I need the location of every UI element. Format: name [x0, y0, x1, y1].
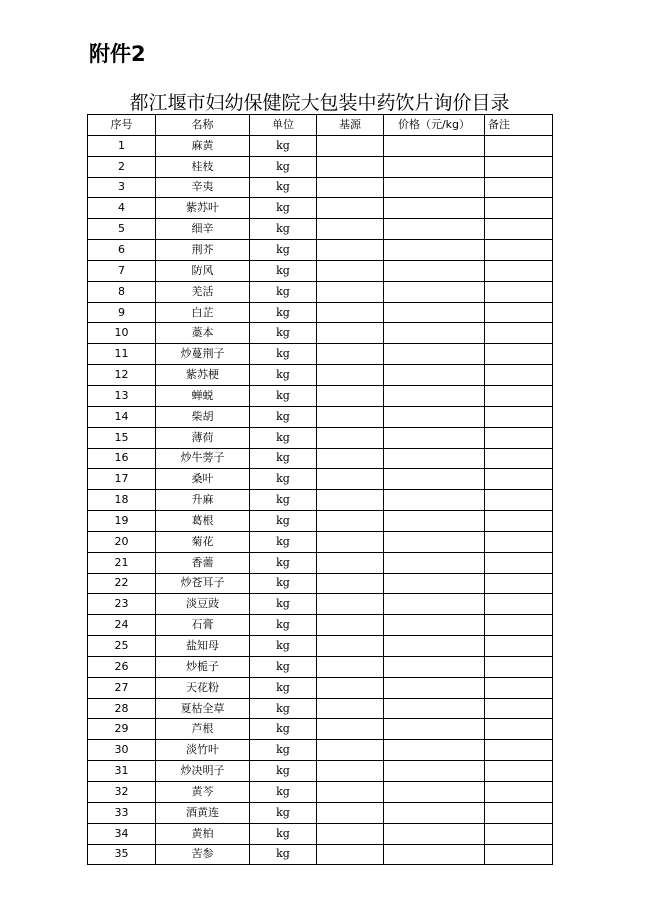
row-name-cell: 辛夷 [156, 177, 250, 198]
table-row [88, 469, 553, 490]
row-remark-cell [485, 782, 553, 803]
row-remark-cell [485, 656, 553, 677]
row-origin-cell [317, 782, 384, 803]
row-price-cell [384, 469, 485, 490]
row-origin-cell [317, 281, 384, 302]
row-unit-cell: kg [250, 698, 317, 719]
row-name-cell: 防风 [156, 260, 250, 281]
row-origin-cell [317, 511, 384, 532]
row-remark-cell [485, 823, 553, 844]
table-row [88, 323, 553, 344]
row-remark-cell [485, 365, 553, 386]
row-price-cell [384, 427, 485, 448]
row-name-cell: 炒决明子 [156, 761, 250, 782]
row-index-cell: 9 [88, 302, 156, 323]
row-remark-cell [485, 531, 553, 552]
row-unit-cell: kg [250, 219, 317, 240]
row-unit-cell: kg [250, 135, 317, 156]
row-origin-cell [317, 740, 384, 761]
row-unit-cell: kg [250, 469, 317, 490]
table-row [88, 740, 553, 761]
row-price-cell [384, 177, 485, 198]
table-row [88, 782, 553, 803]
row-index-cell: 2 [88, 156, 156, 177]
row-origin-cell [317, 719, 384, 740]
row-unit-cell: kg [250, 552, 317, 573]
row-name-cell: 盐知母 [156, 636, 250, 657]
table-row [88, 823, 553, 844]
row-origin-cell [317, 302, 384, 323]
table-row [88, 198, 553, 219]
row-price-cell [384, 782, 485, 803]
row-price-cell [384, 802, 485, 823]
row-remark-cell [485, 323, 553, 344]
row-name-cell: 羌活 [156, 281, 250, 302]
row-name-cell: 藁本 [156, 323, 250, 344]
row-unit-cell: kg [250, 844, 317, 865]
row-index-cell: 18 [88, 490, 156, 511]
row-unit-cell: kg [250, 344, 317, 365]
row-unit-cell: kg [250, 782, 317, 803]
table-row [88, 719, 553, 740]
row-index-cell: 35 [88, 844, 156, 865]
row-name-cell: 炒栀子 [156, 656, 250, 677]
row-remark-cell [485, 802, 553, 823]
row-remark-cell [485, 740, 553, 761]
table-row [88, 490, 553, 511]
row-price-cell [384, 281, 485, 302]
row-unit-cell: kg [250, 490, 317, 511]
row-origin-cell [317, 219, 384, 240]
row-origin-cell [317, 385, 384, 406]
row-price-cell [384, 719, 485, 740]
row-remark-cell [485, 177, 553, 198]
row-unit-cell: kg [250, 677, 317, 698]
row-name-cell: 夏枯全草 [156, 698, 250, 719]
row-origin-cell [317, 427, 384, 448]
row-index-cell: 15 [88, 427, 156, 448]
row-name-cell: 香薷 [156, 552, 250, 573]
row-index-cell: 17 [88, 469, 156, 490]
header-unit: 单位 [250, 115, 317, 136]
row-origin-cell [317, 448, 384, 469]
table-row [88, 531, 553, 552]
row-unit-cell: kg [250, 448, 317, 469]
row-index-cell: 12 [88, 365, 156, 386]
row-price-cell [384, 677, 485, 698]
row-price-cell [384, 844, 485, 865]
row-remark-cell [485, 219, 553, 240]
row-remark-cell [485, 448, 553, 469]
row-remark-cell [485, 344, 553, 365]
table-row [88, 656, 553, 677]
table-row [88, 177, 553, 198]
row-index-cell: 8 [88, 281, 156, 302]
row-price-cell [384, 302, 485, 323]
row-origin-cell [317, 677, 384, 698]
row-index-cell: 1 [88, 135, 156, 156]
table-row [88, 761, 553, 782]
table-row [88, 135, 553, 156]
row-index-cell: 20 [88, 531, 156, 552]
row-origin-cell [317, 698, 384, 719]
row-origin-cell [317, 260, 384, 281]
row-price-cell [384, 594, 485, 615]
row-price-cell [384, 761, 485, 782]
row-index-cell: 34 [88, 823, 156, 844]
row-index-cell: 32 [88, 782, 156, 803]
table-row [88, 260, 553, 281]
row-name-cell: 细辛 [156, 219, 250, 240]
row-origin-cell [317, 552, 384, 573]
table-row [88, 427, 553, 448]
row-origin-cell [317, 323, 384, 344]
row-price-cell [384, 385, 485, 406]
row-remark-cell [485, 156, 553, 177]
table-body [88, 135, 553, 865]
row-origin-cell [317, 406, 384, 427]
row-remark-cell [485, 198, 553, 219]
row-index-cell: 29 [88, 719, 156, 740]
table-row [88, 636, 553, 657]
row-name-cell: 淡豆豉 [156, 594, 250, 615]
row-name-cell: 荆芥 [156, 240, 250, 261]
table-header-row [88, 115, 553, 136]
row-unit-cell: kg [250, 240, 317, 261]
row-price-cell [384, 135, 485, 156]
table-row [88, 240, 553, 261]
attachment-label: 附件2 [89, 42, 146, 66]
table-row [88, 844, 553, 865]
row-origin-cell [317, 156, 384, 177]
row-price-cell [384, 219, 485, 240]
row-price-cell [384, 365, 485, 386]
row-index-cell: 23 [88, 594, 156, 615]
row-unit-cell: kg [250, 177, 317, 198]
row-remark-cell [485, 698, 553, 719]
row-origin-cell [317, 531, 384, 552]
row-index-cell: 21 [88, 552, 156, 573]
row-unit-cell: kg [250, 281, 317, 302]
row-name-cell: 炒苍耳子 [156, 573, 250, 594]
row-price-cell [384, 656, 485, 677]
row-name-cell: 石膏 [156, 615, 250, 636]
header-name: 名称 [156, 115, 250, 136]
row-name-cell: 黄芩 [156, 782, 250, 803]
table-row [88, 511, 553, 532]
row-name-cell: 薄荷 [156, 427, 250, 448]
row-name-cell: 炒牛蒡子 [156, 448, 250, 469]
table-row [88, 365, 553, 386]
row-origin-cell [317, 490, 384, 511]
row-name-cell: 天花粉 [156, 677, 250, 698]
row-remark-cell [485, 719, 553, 740]
row-name-cell: 升麻 [156, 490, 250, 511]
row-index-cell: 16 [88, 448, 156, 469]
row-unit-cell: kg [250, 198, 317, 219]
table-row [88, 156, 553, 177]
table-row [88, 594, 553, 615]
row-origin-cell [317, 177, 384, 198]
row-name-cell: 麻黄 [156, 135, 250, 156]
row-price-cell [384, 636, 485, 657]
row-price-cell [384, 260, 485, 281]
row-remark-cell [485, 594, 553, 615]
row-price-cell [384, 573, 485, 594]
table-row [88, 219, 553, 240]
row-unit-cell: kg [250, 406, 317, 427]
row-name-cell: 柴胡 [156, 406, 250, 427]
row-unit-cell: kg [250, 156, 317, 177]
row-remark-cell [485, 427, 553, 448]
table-row [88, 698, 553, 719]
row-index-cell: 7 [88, 260, 156, 281]
row-origin-cell [317, 615, 384, 636]
row-unit-cell: kg [250, 385, 317, 406]
row-price-cell [384, 240, 485, 261]
row-remark-cell [485, 302, 553, 323]
header-index: 序号 [88, 115, 156, 136]
row-price-cell [384, 156, 485, 177]
row-index-cell: 27 [88, 677, 156, 698]
row-origin-cell [317, 823, 384, 844]
row-index-cell: 5 [88, 219, 156, 240]
row-index-cell: 11 [88, 344, 156, 365]
row-price-cell [384, 615, 485, 636]
row-unit-cell: kg [250, 656, 317, 677]
row-unit-cell: kg [250, 365, 317, 386]
row-remark-cell [485, 511, 553, 532]
row-unit-cell: kg [250, 823, 317, 844]
row-remark-cell [485, 406, 553, 427]
row-unit-cell: kg [250, 761, 317, 782]
row-unit-cell: kg [250, 740, 317, 761]
row-unit-cell: kg [250, 323, 317, 344]
table-row [88, 385, 553, 406]
row-price-cell [384, 448, 485, 469]
row-index-cell: 31 [88, 761, 156, 782]
row-origin-cell [317, 636, 384, 657]
row-origin-cell [317, 802, 384, 823]
row-price-cell [384, 198, 485, 219]
row-price-cell [384, 406, 485, 427]
row-origin-cell [317, 240, 384, 261]
row-price-cell [384, 552, 485, 573]
row-index-cell: 4 [88, 198, 156, 219]
table-row [88, 573, 553, 594]
header-origin: 基源 [317, 115, 384, 136]
row-name-cell: 白芷 [156, 302, 250, 323]
row-index-cell: 6 [88, 240, 156, 261]
row-origin-cell [317, 761, 384, 782]
row-name-cell: 苦参 [156, 844, 250, 865]
row-remark-cell [485, 615, 553, 636]
row-unit-cell: kg [250, 302, 317, 323]
header-remark: 备注 [485, 115, 553, 136]
row-name-cell: 菊花 [156, 531, 250, 552]
row-remark-cell [485, 844, 553, 865]
row-remark-cell [485, 636, 553, 657]
table-row [88, 677, 553, 698]
row-name-cell: 芦根 [156, 719, 250, 740]
row-index-cell: 26 [88, 656, 156, 677]
row-remark-cell [485, 135, 553, 156]
row-remark-cell [485, 573, 553, 594]
row-price-cell [384, 698, 485, 719]
row-remark-cell [485, 260, 553, 281]
row-origin-cell [317, 344, 384, 365]
row-remark-cell [485, 469, 553, 490]
table-row [88, 552, 553, 573]
row-unit-cell: kg [250, 531, 317, 552]
row-origin-cell [317, 198, 384, 219]
row-unit-cell: kg [250, 615, 317, 636]
row-remark-cell [485, 761, 553, 782]
row-index-cell: 24 [88, 615, 156, 636]
row-price-cell [384, 531, 485, 552]
row-price-cell [384, 823, 485, 844]
row-origin-cell [317, 594, 384, 615]
row-origin-cell [317, 135, 384, 156]
row-index-cell: 25 [88, 636, 156, 657]
table-row [88, 406, 553, 427]
row-name-cell: 酒黄连 [156, 802, 250, 823]
row-unit-cell: kg [250, 511, 317, 532]
row-remark-cell [485, 552, 553, 573]
row-name-cell: 炒蔓荆子 [156, 344, 250, 365]
header-price: 价格（元/kg） [384, 115, 485, 136]
row-index-cell: 33 [88, 802, 156, 823]
row-index-cell: 14 [88, 406, 156, 427]
row-price-cell [384, 344, 485, 365]
row-name-cell: 桂枝 [156, 156, 250, 177]
row-name-cell: 紫苏梗 [156, 365, 250, 386]
row-unit-cell: kg [250, 427, 317, 448]
row-unit-cell: kg [250, 802, 317, 823]
row-price-cell [384, 490, 485, 511]
row-index-cell: 30 [88, 740, 156, 761]
row-unit-cell: kg [250, 594, 317, 615]
table-row [88, 615, 553, 636]
row-index-cell: 3 [88, 177, 156, 198]
row-unit-cell: kg [250, 719, 317, 740]
row-unit-cell: kg [250, 636, 317, 657]
row-name-cell: 淡竹叶 [156, 740, 250, 761]
table-row [88, 344, 553, 365]
row-origin-cell [317, 656, 384, 677]
row-origin-cell [317, 365, 384, 386]
row-name-cell: 黄柏 [156, 823, 250, 844]
price-inquiry-table [87, 114, 553, 865]
row-unit-cell: kg [250, 260, 317, 281]
row-name-cell: 桑叶 [156, 469, 250, 490]
row-origin-cell [317, 469, 384, 490]
row-price-cell [384, 511, 485, 532]
row-name-cell: 葛根 [156, 511, 250, 532]
row-index-cell: 22 [88, 573, 156, 594]
row-index-cell: 28 [88, 698, 156, 719]
row-origin-cell [317, 573, 384, 594]
row-remark-cell [485, 281, 553, 302]
row-index-cell: 10 [88, 323, 156, 344]
table-row [88, 802, 553, 823]
row-index-cell: 19 [88, 511, 156, 532]
document-title: 都江堰市妇幼保健院大包装中药饮片询价目录 [129, 92, 510, 114]
table-row [88, 302, 553, 323]
row-remark-cell [485, 240, 553, 261]
row-remark-cell [485, 490, 553, 511]
row-remark-cell [485, 677, 553, 698]
row-price-cell [384, 740, 485, 761]
row-remark-cell [485, 385, 553, 406]
table-row [88, 448, 553, 469]
row-name-cell: 紫苏叶 [156, 198, 250, 219]
row-index-cell: 13 [88, 385, 156, 406]
row-name-cell: 蝉蜕 [156, 385, 250, 406]
row-unit-cell: kg [250, 573, 317, 594]
row-origin-cell [317, 844, 384, 865]
table-row [88, 281, 553, 302]
row-price-cell [384, 323, 485, 344]
